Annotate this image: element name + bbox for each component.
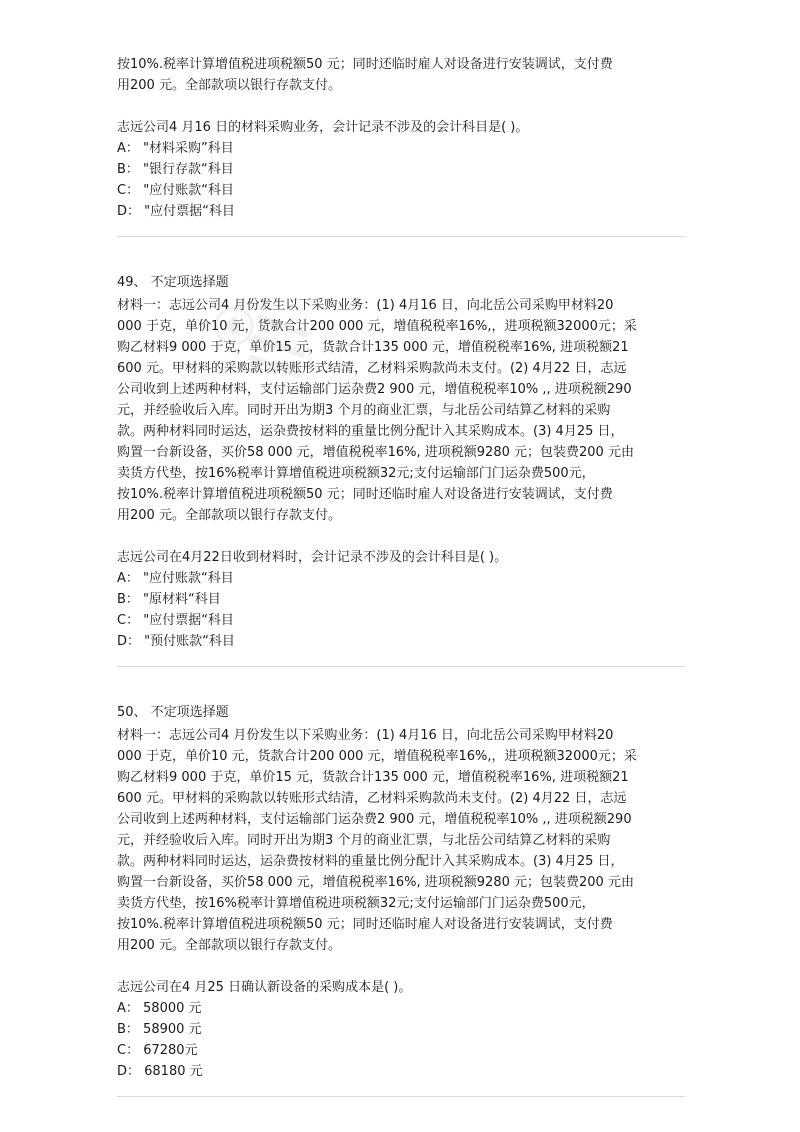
material-line: 按10%.税率计算增值税进项税额50 元；同时还临时雇人对设备进行安装调试，支付费: [117, 487, 613, 502]
material-line: 款。两种材料同时运达，运杂费按材料的重量比例分配计入其采购成本。(3) 4月25 日，: [117, 424, 624, 439]
option-b[interactable]: B： "银行存款“科目: [117, 162, 234, 177]
material-line: 卖货方代垫，按16%税率计算增值税进项税额32元;支付运输部门门运杂费500元，: [117, 896, 595, 911]
option-c[interactable]: C： "应付账款“科目: [117, 183, 234, 198]
material-line: 购置一台新设备，买价58 000 元，增值税税率16%, 进项税额9280 元；包装费200 元由: [117, 875, 634, 890]
material-line: 购置一台新设备，买价58 000 元，增值税税率16%, 进项税额9280 元；包装费200 元由: [117, 445, 634, 460]
question-stem: 志远公司在4 月25 日确认新设备的采购成本是( )。: [117, 980, 412, 995]
material-line: 000 于克，单价10 元，货款合计200 000 元，增值税税率16%,，进项税额32000元；采: [117, 749, 637, 764]
material-line: 公司收到上述两种材料，支付运输部门运杂费2 900 元，增值税税率10% ,, 进项税额290: [117, 382, 632, 397]
material-line: 元，并经验收后入库。同时开出为期3 个月的商业汇票，与北岳公司结算乙材料的采购: [117, 833, 611, 848]
option-c[interactable]: C： 67280元: [117, 1043, 198, 1058]
material-line: 600 元。甲材料的采购款以转账形式结清，乙材料采购款尚未支付。(2) 4月22 日，志远: [117, 361, 627, 376]
material-line: 材料一：志远公司4 月份发生以下采购业务：(1) 4月16 日，向北岳公司采购甲材料20: [117, 298, 614, 313]
material-line: 材料一：志远公司4 月份发生以下采购业务：(1) 4月16 日，向北岳公司采购甲材料20: [117, 728, 614, 743]
material-line: 按10%.税率计算增值税进项税额50 元；同时还临时雇人对设备进行安装调试，支付费: [117, 917, 613, 932]
intro-material: [117, 54, 689, 96]
material-line: 用200 元。全部款项以银行存款支付。: [117, 78, 341, 93]
material-line: 用200 元。全部款项以银行存款支付。: [117, 938, 341, 953]
option-a[interactable]: A： 58000 元: [117, 1001, 202, 1016]
material-line: 用200 元。全部款项以银行存款支付。: [117, 508, 341, 523]
option-a[interactable]: A： "应付账款“科目: [117, 571, 234, 586]
material-line: 款。两种材料同时运达，运杂费按材料的重量比例分配计入其采购成本。(3) 4月25 日，: [117, 854, 624, 869]
option-c[interactable]: C： "应付票据“科目: [117, 613, 234, 628]
option-d[interactable]: D： "预付账款“科目: [117, 634, 235, 649]
document-page: [117, 54, 689, 1097]
option-b[interactable]: B： 58900 元: [117, 1022, 202, 1037]
material-line: 600 元。甲材料的采购款以转账形式结清，乙材料采购款尚未支付。(2) 4月22 日，志远: [117, 791, 627, 806]
material-line: 公司收到上述两种材料，支付运输部门运杂费2 900 元，增值税税率10% ,, 进项税额290: [117, 812, 632, 827]
material-line: 卖货方代垫，按16%税率计算增值税进项税额32元;支付运输部门门运杂费500元，: [117, 466, 595, 481]
question-header: 49、 不定项选择题: [117, 275, 229, 290]
material-line: 购乙材料9 000 于克，单价15 元，货款合计135 000 元，增值税税率16%, 进项税额21: [117, 340, 629, 355]
option-d[interactable]: D： 68180 元: [117, 1064, 203, 1079]
option-d[interactable]: D： "应付票据“科目: [117, 204, 235, 219]
option-a[interactable]: A： "材料采购”科目: [117, 141, 234, 156]
question-stem: 志远公司4 月16 日的材料采购业务，会计记录不涉及的会计科目是( )。: [117, 120, 529, 135]
question-48: [117, 117, 689, 222]
material-line: 000 于克，单价10 元，货款合计200 000 元，增值税税率16%,，进项税额32000元；采: [117, 319, 637, 334]
question-stem: 志远公司在4月22日收到材料时，会计记录不涉及的会计科目是( )。: [117, 550, 508, 565]
question-header: 50、 不定项选择题: [117, 705, 229, 720]
option-b[interactable]: B： "原材料“科目: [117, 592, 221, 607]
material-line: 购乙材料9 000 于克，单价15 元，货款合计135 000 元，增值税税率16%, 进项税额21: [117, 770, 629, 785]
question-50: [117, 702, 689, 1082]
section-divider: [117, 1096, 685, 1097]
question-49: [117, 272, 689, 652]
material-line: 按10%.税率计算增值税进项税额50 元；同时还临时雇人对设备进行安装调试，支付费: [117, 57, 613, 72]
material-line: 元，并经验收后入库。同时开出为期3 个月的商业汇票，与北岳公司结算乙材料的采购: [117, 403, 611, 418]
